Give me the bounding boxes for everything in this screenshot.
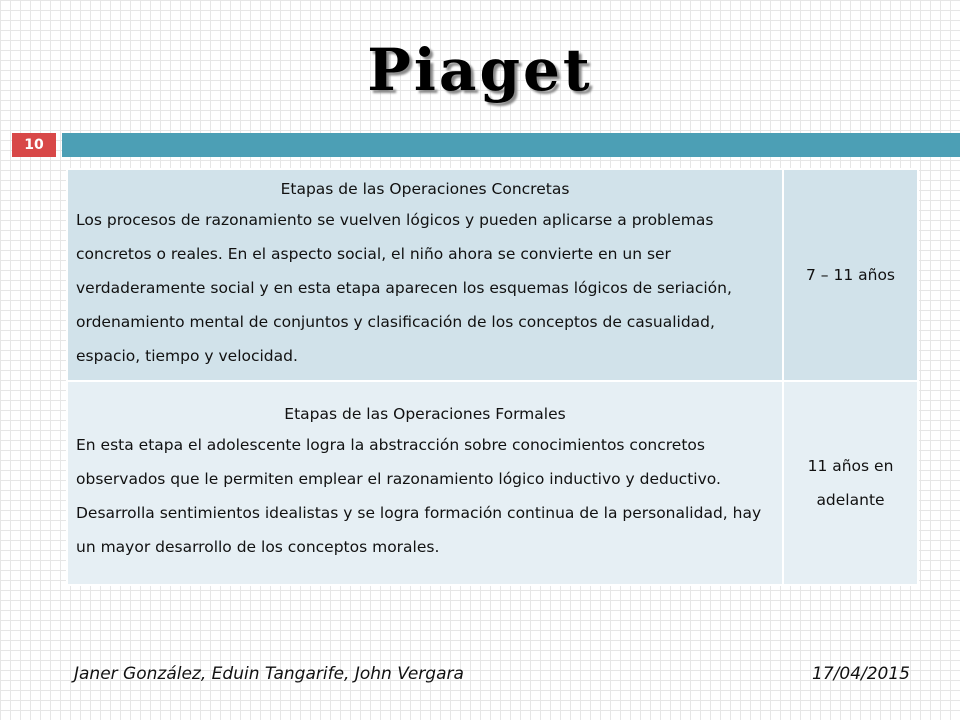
page-number-badge: 10 — [12, 133, 56, 157]
stage-description: Los procesos de razonamiento se vuelven lógicos y pueden aplicarse a problemas concretos o reales. En el aspecto social, el niño ahora se convierte en un ser verdaderamente social y en esta etapa aparecen los esquemas lógicos de seriación, ordenamiento mental de conjuntos y clasificación de los conceptos de casualidad, espacio, tiempo y velocidad. — [76, 211, 732, 365]
slide-title: Piaget — [367, 36, 593, 104]
stage-title: Etapas de las Operaciones Concretas — [280, 180, 570, 198]
stage-description: En esta etapa el adolescente logra la abstracción sobre conocimientos concretos observados que le permiten emplear el razonamiento lógico inductivo y deductivo. Desarrolla sentimientos idealistas y se logra formación continua de la personalidad, hay un mayor desarrollo de los conceptos morales. — [76, 436, 762, 556]
stage-description-cell — [67, 169, 783, 381]
header-bar — [62, 133, 960, 157]
footer-authors: Janer González, Eduin Tangarife, John Vergara — [74, 664, 464, 684]
table-row — [67, 169, 918, 381]
stage-age: 7 – 11 años — [783, 169, 918, 381]
stage-description-cell — [67, 381, 783, 585]
stage-title: Etapas de las Operaciones Formales — [284, 405, 566, 423]
table-row — [67, 381, 918, 585]
stages-table — [66, 168, 919, 586]
footer-date: 17/04/2015 — [812, 664, 910, 684]
stage-age: 11 años en adelante — [783, 381, 918, 585]
